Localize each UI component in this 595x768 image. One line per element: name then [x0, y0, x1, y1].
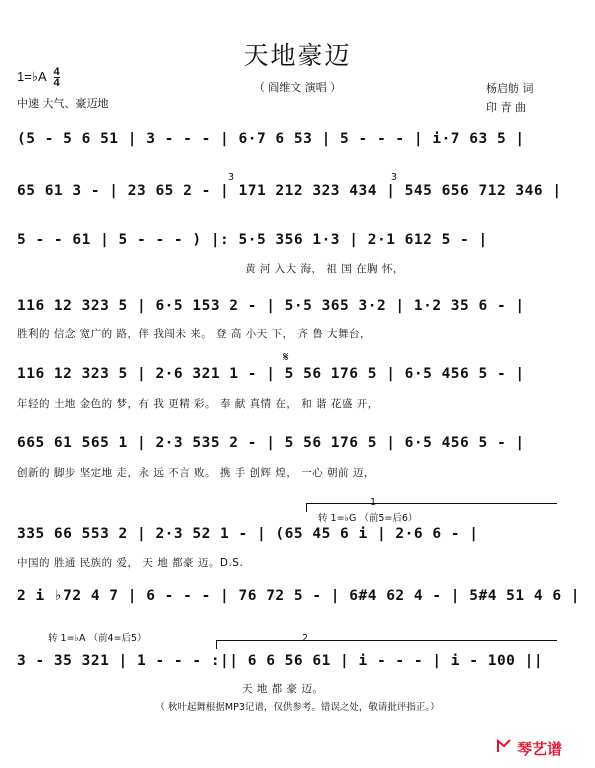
key-signature [17, 67, 60, 88]
lyrics-row-7: 中国的 胜通 民族的 爱， 天 地 都豪 迈。D.S. [17, 557, 244, 569]
lyrics-row-3: 黄 河 入大 海， 祖 国 在胸 怀， [245, 263, 404, 275]
transcription-note: （ 秋叶起舞根据MP3记谱，仅供参考。错误之处，敬请批评指正。） [155, 702, 440, 713]
site-logo[interactable]: 琴艺谱 [517, 740, 563, 758]
lyrics-row-5: 年轻的 土地 金色的 梦，有 我 更精 彩。 奉 献 真情 在， 和 谐 花盛 开， [17, 398, 379, 410]
triplet-mark: 3 [228, 172, 235, 183]
song-title: 天地豪迈 [243, 41, 352, 70]
score-row-5: 116 12 323 5 | 2·6 321 1 - | 5 56 176 5 | 6·5 456 5 - | [17, 366, 525, 382]
segno-sign: 𝄋 [283, 350, 289, 365]
time-signature-bottom: 4 [53, 77, 60, 89]
triplet-mark: 3 [391, 172, 398, 183]
modulation-mark-2: 转 1=♭A （前4=后5） [48, 633, 147, 644]
lyrics-row-4: 胜利的 信念 宽广的 路，伴 我闯未 来。 登 高 小天 下， 齐 鲁 大舞台， [17, 328, 372, 340]
key-label: 1=♭A [17, 68, 46, 84]
lyricist-credit: 杨启舫 词 [486, 82, 534, 95]
volta-number-1: 1 [370, 497, 377, 508]
time-signature-top: 4 [53, 66, 60, 78]
lyrics-row-6: 创新的 脚步 坚定地 走，永 远 不言 败。 携 手 创辉 煌， 一心 朝前 迈， [17, 467, 375, 479]
logo-icon [496, 738, 512, 754]
modulation-mark-1: 转 1=♭G （前5=后6） [318, 513, 418, 524]
score-row-1: (5 - 5 6 51 | 3 - - - | 6·7 6 53 | 5 - - - | i·7 63 5 | [17, 131, 525, 147]
score-row-8: 2 i ♭72 4 7 | 6 - - - | 76 72 5 - | 6#4 62 4 - | 5#4 51 4 6 | [17, 588, 581, 604]
score-row-2: 65 61 3 - | 23 65 2 - | 171 212 323 434 | 545 656 712 346 | [17, 183, 562, 199]
volta-bracket-2 [216, 640, 557, 649]
tempo-marking: 中速 大气、豪迈地 [17, 97, 109, 110]
score-row-7: 335 66 553 2 | 2·3 52 1 - | (65 45 6 i | 2·6 6 - | [17, 526, 479, 542]
composer-credit: 印 青 曲 [486, 101, 526, 114]
lyrics-row-9: 天 地 都 豪 迈。 [242, 683, 324, 695]
score-row-3: 5 - - 61 | 5 - - - ) |: 5·5 356 1·3 | 2·1 612 5 - | [17, 232, 488, 248]
time-signature [54, 67, 60, 88]
score-row-6: 665 61 565 1 | 2·3 535 2 - | 5 56 176 5 | 6·5 456 5 - | [17, 435, 525, 451]
performer-line: （ 阎维文 演唱 ） [253, 81, 342, 94]
score-row-9: 3 - 35 321 | 1 - - - :|| 6 6 56 61 | i - - - | i - 100 || [17, 653, 544, 669]
volta-number-2: 2 [302, 633, 309, 644]
score-row-4: 116 12 323 5 | 6·5 153 2 - | 5·5 365 3·2 | 1·2 35 6 - | [17, 298, 525, 314]
